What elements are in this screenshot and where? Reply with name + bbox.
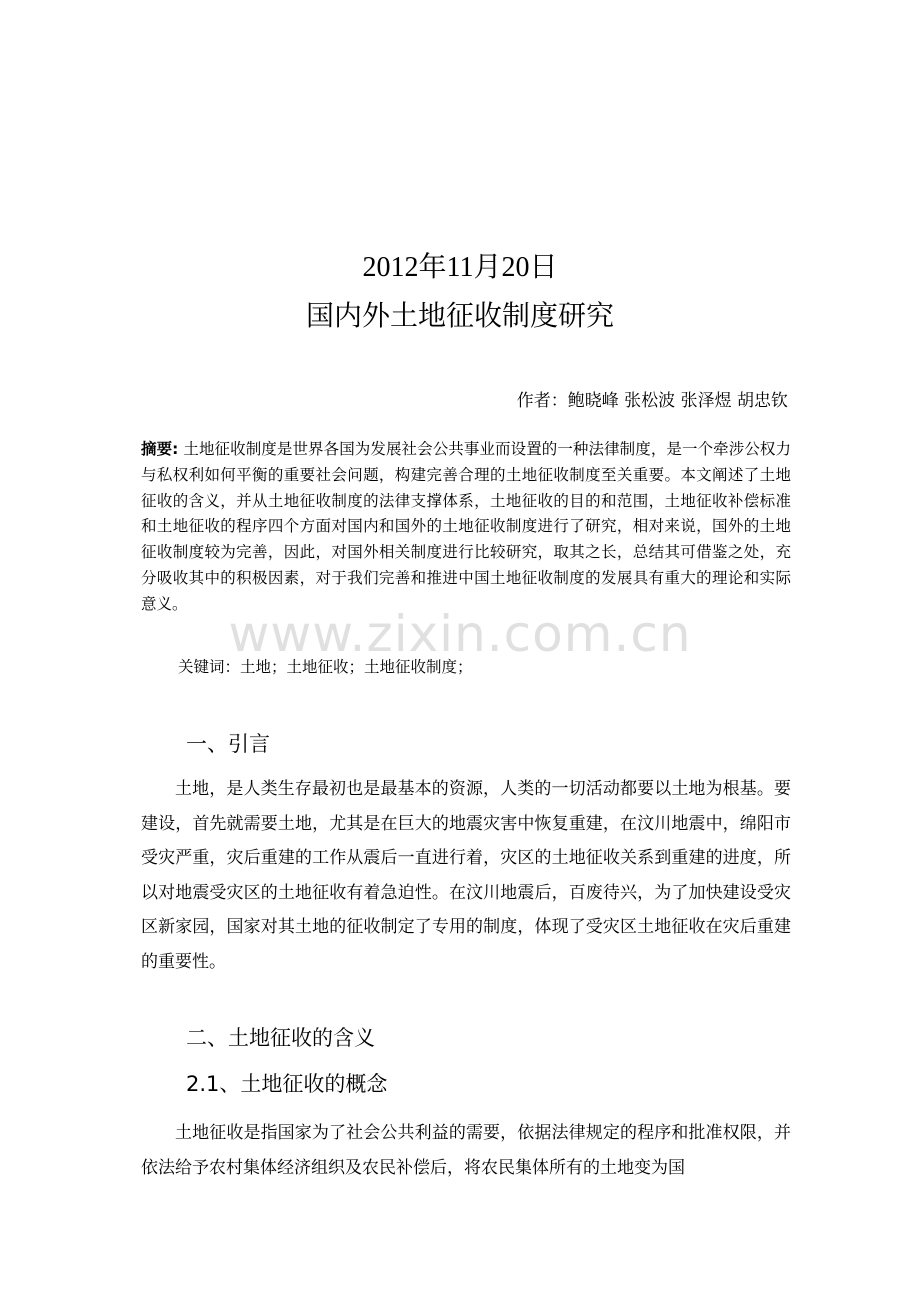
concept-paragraph: 土地征收是指国家为了社会公共利益的需要，依据法律规定的程序和批准权限，并依法给予农村集体经济组织及农民补偿后，将农民集体所有的土地变为国 <box>141 1123 791 1178</box>
watermark: www.zixin.com.cn <box>228 605 692 663</box>
introduction-paragraph: 土地，是人类生存最初也是最基本的资源，人类的一切活动都要以土地为根基。要建设，首先就需要土地，尤其是在巨大的地震灾害中恢复重建，在汶川地震中，绵阳市受灾严重，灾后重建的工作从震后一直进行着，灾区的土地征收关系到重建的进度，所以对地震受灾区的土地征收有着急迫性。在汶川地震后，百废待兴，为了加快建设受灾区新家园，国家对其土地的征收制定了专用的制度，体现了受灾区土地征收在灾后重建的重要性。 <box>141 779 791 972</box>
keywords-text: 土地；土地征收；土地征收制度； <box>240 658 473 676</box>
document-title: 国内外土地征收制度研究 <box>305 299 614 332</box>
section-heading-meaning: 二、土地征收的含义 <box>186 1026 375 1050</box>
keywords-label: 关键词： <box>178 658 241 676</box>
document-date: 2012年11月20日 <box>362 252 558 283</box>
section-heading-introduction: 一、引言 <box>186 732 270 756</box>
subsection-heading-concept: 2.1、土地征收的概念 <box>186 1072 388 1096</box>
abstract-paragraph <box>141 437 791 618</box>
abstract-text: 土地征收制度是世界各国为发展社会公共事业而设置的一种法律制度，是一个牵涉公权力与私权利如何平衡的重要社会问题，构建完善合理的土地征收制度至关重要。本文阐述了土地征收的含义，并从土地征收制度的法律支撑体系，土地征收的目的和范围，土地征收补偿标准和土地征收的程序四个方面对国内和国外的土地征收制度进行了研究，相对来说，国外的土地征收制度较为完善，因此，对国外相关制度进行比较研究，取其之长，总结其可借鉴之处，充分吸收其中的积极因素，对于我们完善和推进中国土地征收制度的发展具有重大的理论和实际意义。 <box>141 440 792 613</box>
authors-line: 作者：鲍晓峰 张松波 张泽煜 胡忠钦 <box>516 391 788 411</box>
keywords-line <box>178 655 473 679</box>
abstract-label: 摘要: <box>141 440 179 458</box>
